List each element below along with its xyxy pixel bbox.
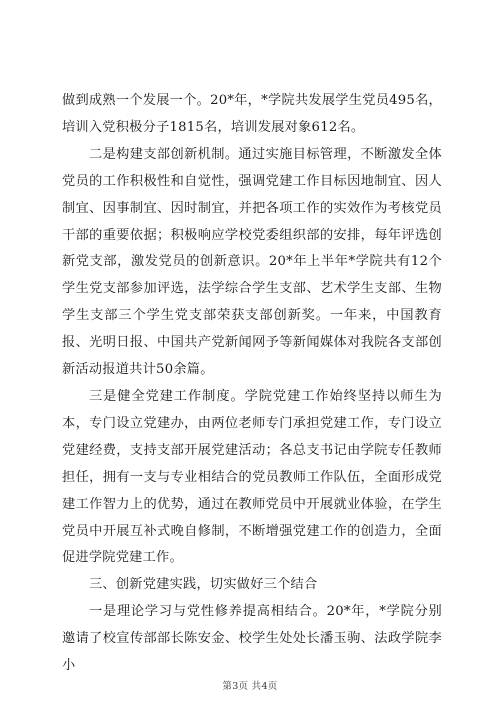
paragraph-theory-study: 一是理论学习与党性修养提高相结合。20*年，*学院分别邀请了校宣传部部长陈安金、校学生处处长潘玉驹、法政学院李小	[62, 604, 442, 674]
section-heading-innovation-practice: 三、创新党建实践，切实做好三个结合	[89, 577, 318, 593]
document-body	[62, 88, 442, 680]
paragraph-party-work-system: 三是健全党建工作制度。学院党建工作始终坚持以师生为本，专门设立党建办，由两位老师专门承担党建工作，专门设立党建经费，支持支部开展党建活动；各总支书记由学院专任教师担任，拥有一支与专业相结合的党员教师工作队伍，全面形成党建工作智力上的优势，通过在教师党员中开展就业体验，在学生党员中开展互补式晚自修制，不断增强党建工作的创造力，全面促进学院党建工作。	[62, 388, 442, 566]
paragraph-branch-innovation-mechanism: 二是构建支部创新机制。通过实施目标管理，不断激发全体党员的工作积极性和自觉性，强调党建工作目标因地制宜、因人制宜、因事制宜、因时制宜，并把各项工作的实效作为考核党员干部的重要依据；积极响应学校党委组织部的安排，每年评选创新党支部，激发党员的创新意识。20*年上半年*学院共有12个学生党支部参加评选，法学综合学生支部、艺术学生支部、生物学生支部三个学生党支部荣获支部创新奖。一年来，中国教育报、光明日报、中国共产党新闻网予等新闻媒体对我院各支部创新活动报道共计50余篇。	[62, 146, 442, 378]
paragraph-party-members-development: 做到成熟一个发展一个。20*年，*学院共发展学生党员495名，培训入党积极分子1815名，培训发展对象612名。	[62, 93, 442, 135]
page-number-footer: 第3页 共4页	[222, 681, 278, 692]
